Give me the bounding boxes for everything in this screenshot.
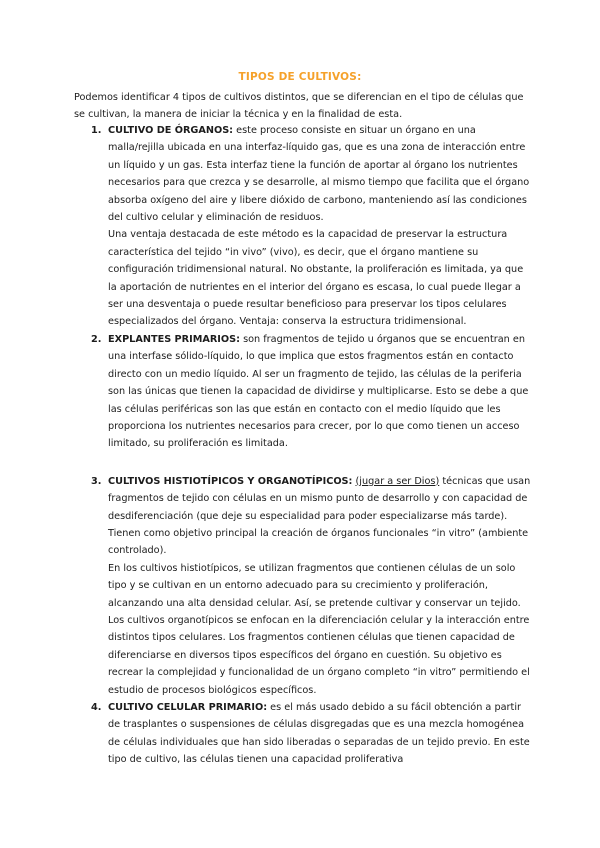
document-title: TIPOS DE CULTIVOS: [238, 71, 362, 83]
section-number: 2. [91, 333, 102, 345]
section-number: 1. [91, 125, 102, 136]
sections-list [74, 122, 534, 769]
section-spacer [74, 453, 534, 473]
section-heading: CULTIVO DE ÓRGANOS: [108, 125, 234, 136]
section-number: 3. [91, 475, 102, 487]
section-underlined-note: (jugar a ser Dios) [355, 475, 440, 487]
section-paragraph-2: En los cultivos histiotípicos, se utilizan fragmentos que contienen células de un solo tipo y se cultivan en un entorno adecuado para su crecimiento y proliferación, alcanzando una alta densidad celular. Así, se pretende cultivar y conservar un tejido. Los cultivos organotípicos se enfocan en la diferenciación celular y la interacción entre distintos tipos celulares. Los fragmentos contienen células que tienen capacidad de diferenciarse en diversos tipos específicos del órgano en cuestión. Su objetivo es recrear la complejidad y funcionalidad de un órgano completo “in vitro” permitiendo el estudio de procesos biológicos específicos. [108, 562, 530, 696]
section-heading: CULTIVOS HISTIOTÍPICOS Y ORGANOTÍPICOS: [108, 475, 353, 487]
section-text: este proceso consiste en situar un órgano en una malla/rejilla ubicada en una interfaz-líquido gas, que es una zona de interacción entre un líquido y un gas. Esta interfaz tiene la función de aportar al órgano los nutrientes necesarios para que crezca y se desarrolle, al mismo tiempo que facilita que el órgano absorba oxígeno del aire y libere dióxido de carbono, manteniendo así las condiciones del cultivo celular y eliminación de residuos. [108, 125, 530, 224]
section-paragraph [108, 122, 534, 226]
section-primary-cell-culture [74, 699, 534, 769]
section-text: técnicas que usan fragmentos de tejido con células en un mismo punto de desarrollo y con capacidad de desdiferenciación (que deje su especialidad para poder especializarse más tarde). Tienen como objetivo principal la creación de órganos funcionales “in vitro” (ambiente controlado). [108, 475, 531, 557]
section-organ-culture [74, 122, 534, 331]
intro-paragraph: Podemos identificar 4 tipos de cultivos distintos, que se diferencian en el tipo de células que se cultivan, la manera de iniciar la técnica y en la finalidad de esta. [74, 92, 524, 121]
section-heading: EXPLANTES PRIMARIOS: [108, 333, 240, 345]
section-paragraph [108, 473, 534, 560]
section-heading: CULTIVO CELULAR PRIMARIO: [108, 702, 268, 713]
section-primary-explants [74, 331, 534, 453]
section-text: son fragmentos de tejido u órganos que se encuentran en una interfase sólido-líquido, lo que implica que estos fragmentos están en contacto directo con un medio líquido. Al ser un fragmento de tejido, las células de la periferia son las únicas que tienen la capacidad de dividirse y multiplicarse. Esto se debe a que las células periféricas son las que están en contacto con el medio líquido que les proporciona los nutrientes necesarios para crecer, por lo que como tienen un acceso limitado, su proliferación es limitada. [108, 333, 529, 450]
section-paragraph [108, 331, 534, 453]
section-paragraph [108, 699, 534, 769]
section-paragraph-2: Una ventaja destacada de este método es la capacidad de preservar la estructura característica del tejido “in vivo” (vivo), es decir, que el órgano mantiene su configuración tridimensional natural. No obstante, la proliferación es limitada, ya que la aportación de nutrientes en el interior del órgano es escasa, lo cual puede llegar a ser una desventaja o puede resultar beneficioso para preservar los tipos celulares especializados del órgano. Ventaja: conserva la estructura tridimensional. [108, 229, 524, 328]
section-text: es el más usado debido a su fácil obtención a partir de trasplantes o suspensiones de células disgregadas que es una mezcla homogénea de células individuales que han sido liberadas o separadas de un tejido previo. En este tipo de cultivo, las células tienen una capacidad proliferativa [108, 702, 530, 766]
section-histiotypic-cultures [74, 473, 534, 699]
section-number: 4. [91, 702, 102, 713]
